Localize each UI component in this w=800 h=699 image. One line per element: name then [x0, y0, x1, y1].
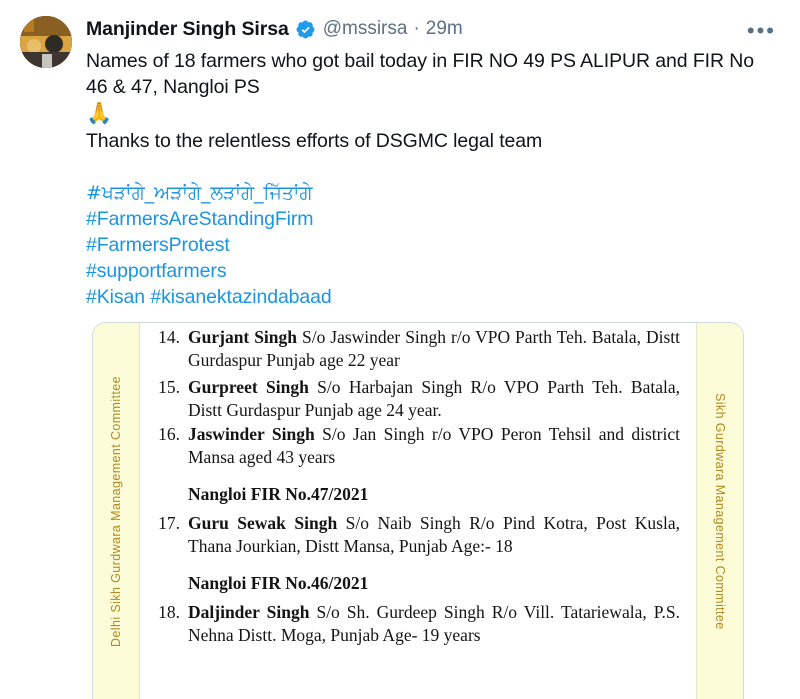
hashtag-kisan[interactable]: #Kisan #kisanektazindabaad: [86, 286, 332, 308]
entry-text: [188, 326, 680, 372]
hashtag-farmers-are-standing-firm[interactable]: #FarmersAreStandingFirm: [86, 208, 314, 230]
tweet-text-line-2: 46 & 47, Nangloi PS: [86, 76, 260, 98]
author-row: [86, 14, 780, 44]
entry-number: 14.: [158, 327, 180, 347]
document-content: [139, 323, 697, 699]
entry-details: S/o Harbajan Singh R/o VPO Parth Teh. Batala, Distt Gurdaspur Punjab age 24 year.: [188, 377, 681, 420]
entry-text: [188, 601, 680, 647]
verified-badge-icon: [295, 19, 316, 40]
document-heading-fir-47: Nangloi FIR No.47/2021: [188, 484, 369, 504]
entry-number: 16.: [158, 424, 180, 444]
avatar[interactable]: [20, 16, 72, 68]
author-handle[interactable]: @mssirsa: [322, 18, 408, 39]
document-entry-14: [154, 326, 680, 372]
entry-number: 18.: [158, 602, 180, 622]
hashtag-support-farmers[interactable]: #supportfarmers: [86, 260, 227, 282]
document-entry-15: [154, 376, 680, 422]
tweet-text: [86, 44, 780, 310]
entry-name: Guru Sewak Singh: [188, 513, 338, 533]
document-entry-16: [154, 423, 680, 469]
document-entry-17: [154, 512, 680, 558]
entry-text: [188, 512, 680, 558]
entry-name: Gurjant Singh: [188, 327, 298, 347]
author-display-name[interactable]: Manjinder Singh Sirsa: [86, 17, 289, 40]
entry-name: Daljinder Singh: [188, 602, 310, 622]
entry-name: Gurpreet Singh: [188, 377, 309, 397]
document-side-text-left: Delhi Sikh Gurdwara Management Committee: [109, 375, 123, 647]
tweet-timestamp[interactable]: 29m: [425, 18, 463, 39]
entry-details: S/o Naib Singh R/o Pind Kotra, Post Kusla, Thana Jourkian, Distt Mansa, Punjab Age:- 18: [188, 513, 680, 556]
tweet-text-line-1: Names of 18 farmers who got bail today in FIR NO 49 PS ALIPUR and FIR No: [86, 50, 755, 72]
document-side-text-right: Sikh Gurdwara Management Committee: [713, 392, 727, 630]
entry-name: Jaswinder Singh: [188, 424, 315, 444]
entry-details: S/o Sh. Gurdeep Singh R/o Vill. Tatariewala, P.S. Nehna Distt. Moga, Punjab Age- 19 years: [188, 602, 680, 645]
tweet-header: [20, 14, 780, 310]
entry-text: [188, 423, 680, 469]
document-image: [93, 323, 743, 699]
tweet-text-line-3: Thanks to the relentless efforts of DSGMC legal team: [86, 130, 543, 152]
hashtag-farmers-protest[interactable]: #FarmersProtest: [86, 234, 230, 256]
entry-details: S/o Jaswinder Singh r/o VPO Parth Teh. Batala, Distt Gurdaspur Punjab age 22 year: [188, 327, 680, 370]
entry-number: 15.: [158, 377, 180, 397]
document-entry-18: [154, 601, 680, 647]
hashtag-list: [86, 180, 780, 310]
hashtag-punjabi[interactable]: #ਖੜਾਂਗੇ_ਅੜਾਂਗੇ_ਲੜਾਂਗੇ_ਜਿੱਤਾਂਗੇ: [86, 182, 313, 204]
separator-dot: ·: [413, 18, 420, 39]
more-options-icon[interactable]: •••: [746, 18, 776, 43]
text-spacer: [86, 154, 780, 180]
entry-number: 17.: [158, 513, 180, 533]
tweet-header-right: [72, 14, 780, 310]
entry-text: [188, 376, 680, 422]
tweet-media-attachment[interactable]: [92, 322, 744, 699]
praying-hands-emoji: 🙏: [86, 102, 113, 125]
entry-details: S/o Jan Singh r/o VPO Peron Tehsil and district Mansa aged 43 years: [188, 424, 680, 467]
document-heading-fir-46: Nangloi FIR No.46/2021: [188, 573, 369, 593]
